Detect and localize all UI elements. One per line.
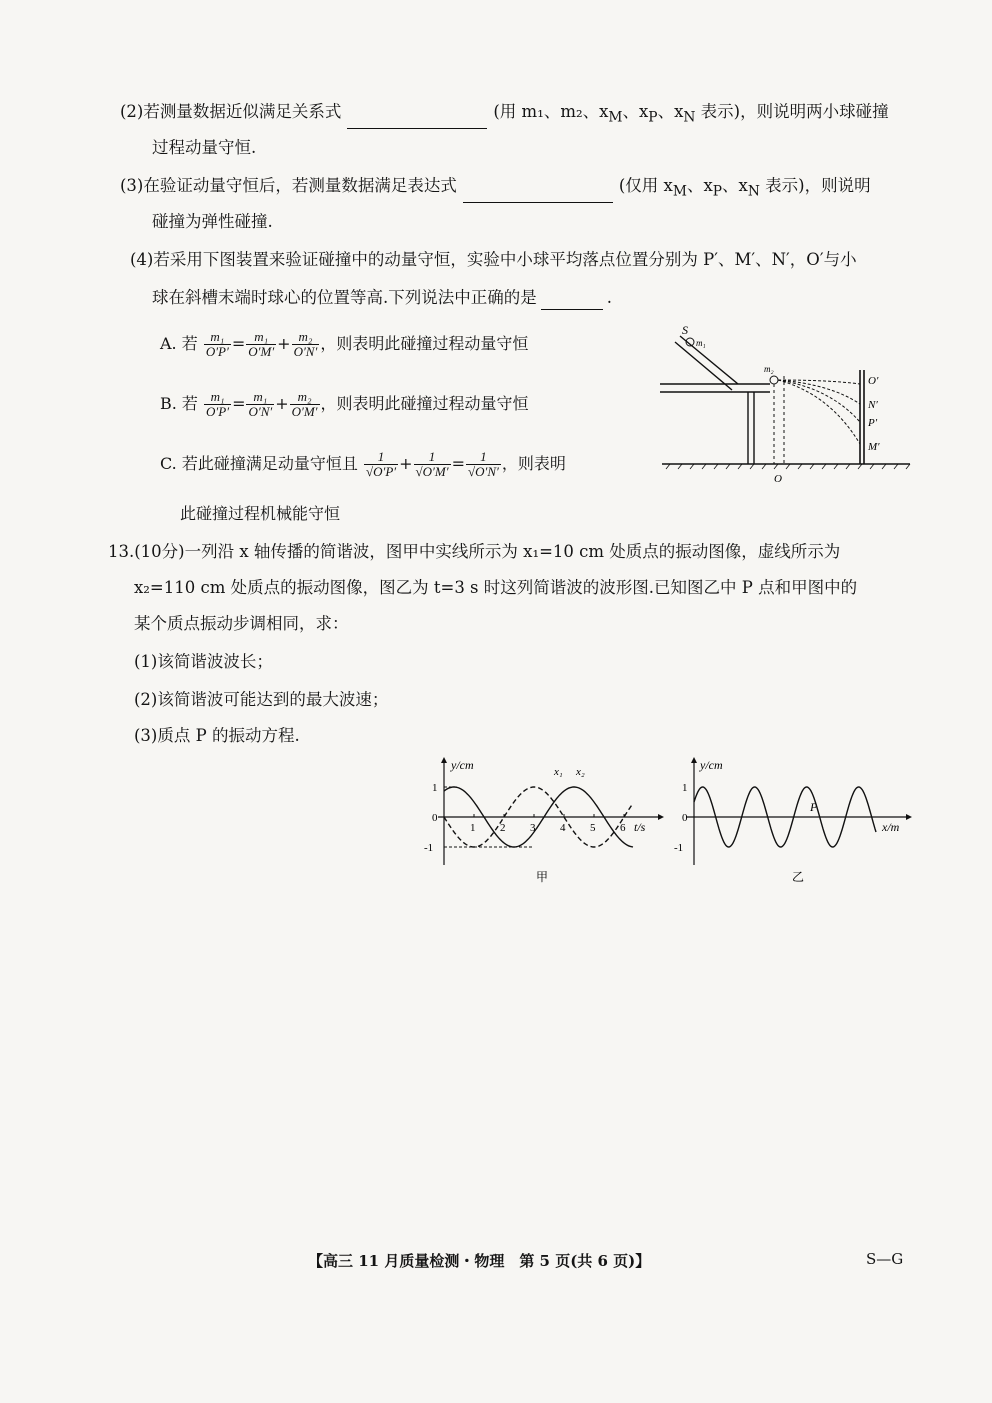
option-a-suffix: ，则表明此碰撞过程动量守恒 bbox=[320, 334, 529, 353]
x-axis-label: x/m bbox=[882, 820, 900, 834]
q12-part2-line1 bbox=[120, 100, 889, 129]
sub-P: P bbox=[712, 183, 723, 200]
denominator: √O′P′ bbox=[365, 464, 397, 479]
denominator: O′N′ bbox=[293, 344, 318, 359]
label-O: O bbox=[774, 473, 782, 485]
option-c-suffix: ，则表明 bbox=[501, 454, 566, 473]
q12-part2-line2: 过程动量守恒. bbox=[152, 138, 257, 157]
numerator: m₁ bbox=[246, 390, 274, 405]
option-b[interactable]: B. 若 $\frac{\text{m₁}}{O'P'}$ = $\frac{\text{m₁}}{O'N'}$ + $\frac{\text{m₂}}{O'M'}$ ，则表明此碰撞过程动量守恒 bbox=[160, 389, 529, 419]
q12-part3-vars: (仅用 x bbox=[618, 176, 673, 195]
q12-part2-vars3: 、x bbox=[657, 102, 684, 121]
q12-part2-tail: 表示)，则说明两小球碰撞 bbox=[695, 102, 889, 121]
q12-part2-vars: (用 m₁、m₂、x bbox=[493, 102, 609, 121]
q13-sub1: (1)该简谐波波长； bbox=[134, 652, 273, 671]
q13-line3: 某个质点振动步调相同，求： bbox=[134, 614, 349, 633]
y-tick-label: 1 bbox=[682, 782, 688, 794]
denominator: O′N′ bbox=[248, 404, 273, 419]
q12-part3-line1 bbox=[120, 174, 871, 203]
fraction bbox=[204, 330, 231, 359]
x-axis-label: t/s bbox=[634, 820, 646, 834]
collision-apparatus-diagram bbox=[660, 322, 912, 490]
denominator: √O′N′ bbox=[467, 464, 499, 479]
fraction bbox=[246, 330, 276, 359]
period: . bbox=[606, 288, 612, 307]
q12-part3-tail: 表示)，则说明 bbox=[759, 176, 871, 195]
sub-M: M bbox=[608, 109, 623, 126]
point-P-label: P bbox=[810, 800, 818, 814]
option-c-prefix: C. 若此碰撞满足动量守恒且 bbox=[160, 454, 358, 473]
sub-N: N bbox=[683, 109, 696, 126]
option-a-prefix: A. 若 bbox=[160, 334, 198, 353]
x-tick-label: 3 bbox=[530, 822, 536, 834]
x-tick-label: 4 bbox=[560, 822, 566, 834]
denominator: O′P′ bbox=[205, 344, 229, 359]
numerator: m₁ bbox=[246, 330, 276, 345]
denominator: O′P′ bbox=[206, 404, 230, 419]
q12-part4-line2 bbox=[152, 286, 612, 310]
y-tick-label: 1 bbox=[432, 782, 438, 794]
numerator: 1 bbox=[414, 450, 451, 465]
denominator: O′M′ bbox=[248, 344, 275, 359]
option-b-suffix: ，则表明此碰撞过程动量守恒 bbox=[320, 394, 529, 413]
paper-code: S—G bbox=[866, 1250, 904, 1268]
q12-part3-line2: 碰撞为弹性碰撞. bbox=[152, 212, 273, 231]
answer-blank[interactable] bbox=[541, 289, 603, 310]
x-tick-label: 2 bbox=[500, 822, 506, 834]
numerator: m₂ bbox=[292, 330, 320, 345]
numerator: 1 bbox=[466, 450, 501, 465]
ball-m2 bbox=[770, 376, 778, 384]
q12-part4-text: 球在斜槽末端时球心的位置等高.下列说法中正确的是 bbox=[152, 288, 537, 307]
fraction bbox=[414, 450, 451, 479]
sub-M: M bbox=[672, 183, 687, 200]
q12-part3-vars3: 、x bbox=[722, 176, 748, 195]
y-tick-label: -1 bbox=[674, 842, 684, 854]
fraction bbox=[246, 390, 274, 419]
fraction bbox=[290, 390, 320, 419]
y-tick-label: -1 bbox=[424, 842, 434, 854]
x-tick-label: 5 bbox=[590, 822, 596, 834]
y-tick-label: 0 bbox=[432, 812, 438, 824]
q13-line2: x₂=110 cm 处质点的振动图像，图乙为 t=3 s 时这列简谐波的波形图.已知图乙中 P 点和甲图中的 bbox=[134, 578, 858, 597]
q13-sub2: (2)该简谐波可能达到的最大波速； bbox=[134, 690, 389, 709]
y-axis-arrow bbox=[691, 757, 697, 763]
t-axis-arrow bbox=[658, 814, 664, 820]
ramp-line-top bbox=[680, 336, 738, 384]
answer-blank[interactable] bbox=[347, 108, 487, 129]
sub-P: P bbox=[648, 109, 658, 126]
trajectory-m-prime bbox=[778, 380, 860, 444]
q12-part3-vars2: 、x bbox=[686, 176, 713, 195]
denominator: O′M′ bbox=[291, 404, 318, 419]
y-axis-arrow bbox=[441, 757, 447, 763]
ramp-line-bottom bbox=[675, 342, 732, 390]
label-S: S bbox=[682, 323, 688, 337]
chart-title: 甲 bbox=[536, 870, 549, 884]
series-label-x2: x₂ bbox=[576, 766, 585, 778]
numerator: m₁ bbox=[204, 330, 231, 345]
fraction bbox=[364, 450, 398, 479]
fraction bbox=[466, 450, 501, 479]
numerator: m₂ bbox=[290, 390, 320, 405]
y-axis-label: y/cm bbox=[451, 758, 474, 772]
numerator: m₁ bbox=[204, 390, 231, 405]
q12-part2-vars2: 、x bbox=[622, 102, 649, 121]
label-M-prime: M′ bbox=[868, 441, 880, 453]
label-O-prime: O′ bbox=[868, 375, 879, 387]
chart-title: 乙 bbox=[792, 870, 805, 884]
label-N-prime: N′ bbox=[868, 399, 878, 411]
label-P-prime: P′ bbox=[868, 417, 878, 429]
option-b-prefix: B. 若 bbox=[160, 394, 198, 413]
option-c-line2: 此碰撞过程机械能守恒 bbox=[180, 504, 341, 523]
option-a[interactable]: A. 若 $\frac{\text{m₁}}{O'P'}$ = $\frac{\text{m₁}}{O'M'}$ + $\frac{\text{m₂}}{O'N'}$ ，则表明此碰撞过程动量守恒 bbox=[160, 329, 529, 359]
q13-sub3: (3)质点 P 的振动方程. bbox=[134, 726, 300, 745]
answer-blank[interactable] bbox=[463, 182, 613, 203]
x-tick-label: 1 bbox=[470, 822, 476, 834]
label-m2: m₂ bbox=[764, 364, 774, 374]
numerator: 1 bbox=[364, 450, 398, 465]
x-tick-label: 6 bbox=[620, 822, 626, 834]
y-tick-label: 0 bbox=[682, 812, 688, 824]
fraction bbox=[292, 330, 320, 359]
series-label-x1: x₁ bbox=[554, 766, 563, 778]
q13-line1: 13.(10分)一列沿 x 轴传播的简谐波，图甲中实线所示为 x₁=10 cm 处质点的振动图像，虚线所示为 bbox=[108, 542, 841, 561]
y-axis-label: y/cm bbox=[700, 758, 723, 772]
option-c[interactable]: C. 若此碰撞满足动量守恒且 $\frac{1}{√O'P'}$ + $\frac{1}{√O'M'}$ = $\frac{1}{√O'N'}$ ，则表明 bbox=[160, 449, 566, 479]
waveform-graph-yi bbox=[676, 755, 916, 885]
x-axis-arrow bbox=[906, 814, 912, 820]
fraction bbox=[204, 390, 231, 419]
q12-part2-text: (2)若测量数据近似满足关系式 bbox=[120, 102, 342, 121]
q12-part3-text: (3)在验证动量守恒后，若测量数据满足表达式 bbox=[120, 176, 457, 195]
denominator: √O′M′ bbox=[415, 464, 449, 479]
sub-N: N bbox=[747, 183, 760, 200]
q12-part4-line1: (4)若采用下图装置来验证碰撞中的动量守恒，实验中小球平均落点位置分别为 P′、M′、N′，O′与小 bbox=[130, 250, 857, 269]
page-footer: 【高三 11 月质量检测・物理 第 5 页(共 6 页)】 bbox=[308, 1252, 651, 1270]
vibration-graph-jia bbox=[418, 755, 668, 885]
label-m1: m₁ bbox=[696, 338, 706, 348]
